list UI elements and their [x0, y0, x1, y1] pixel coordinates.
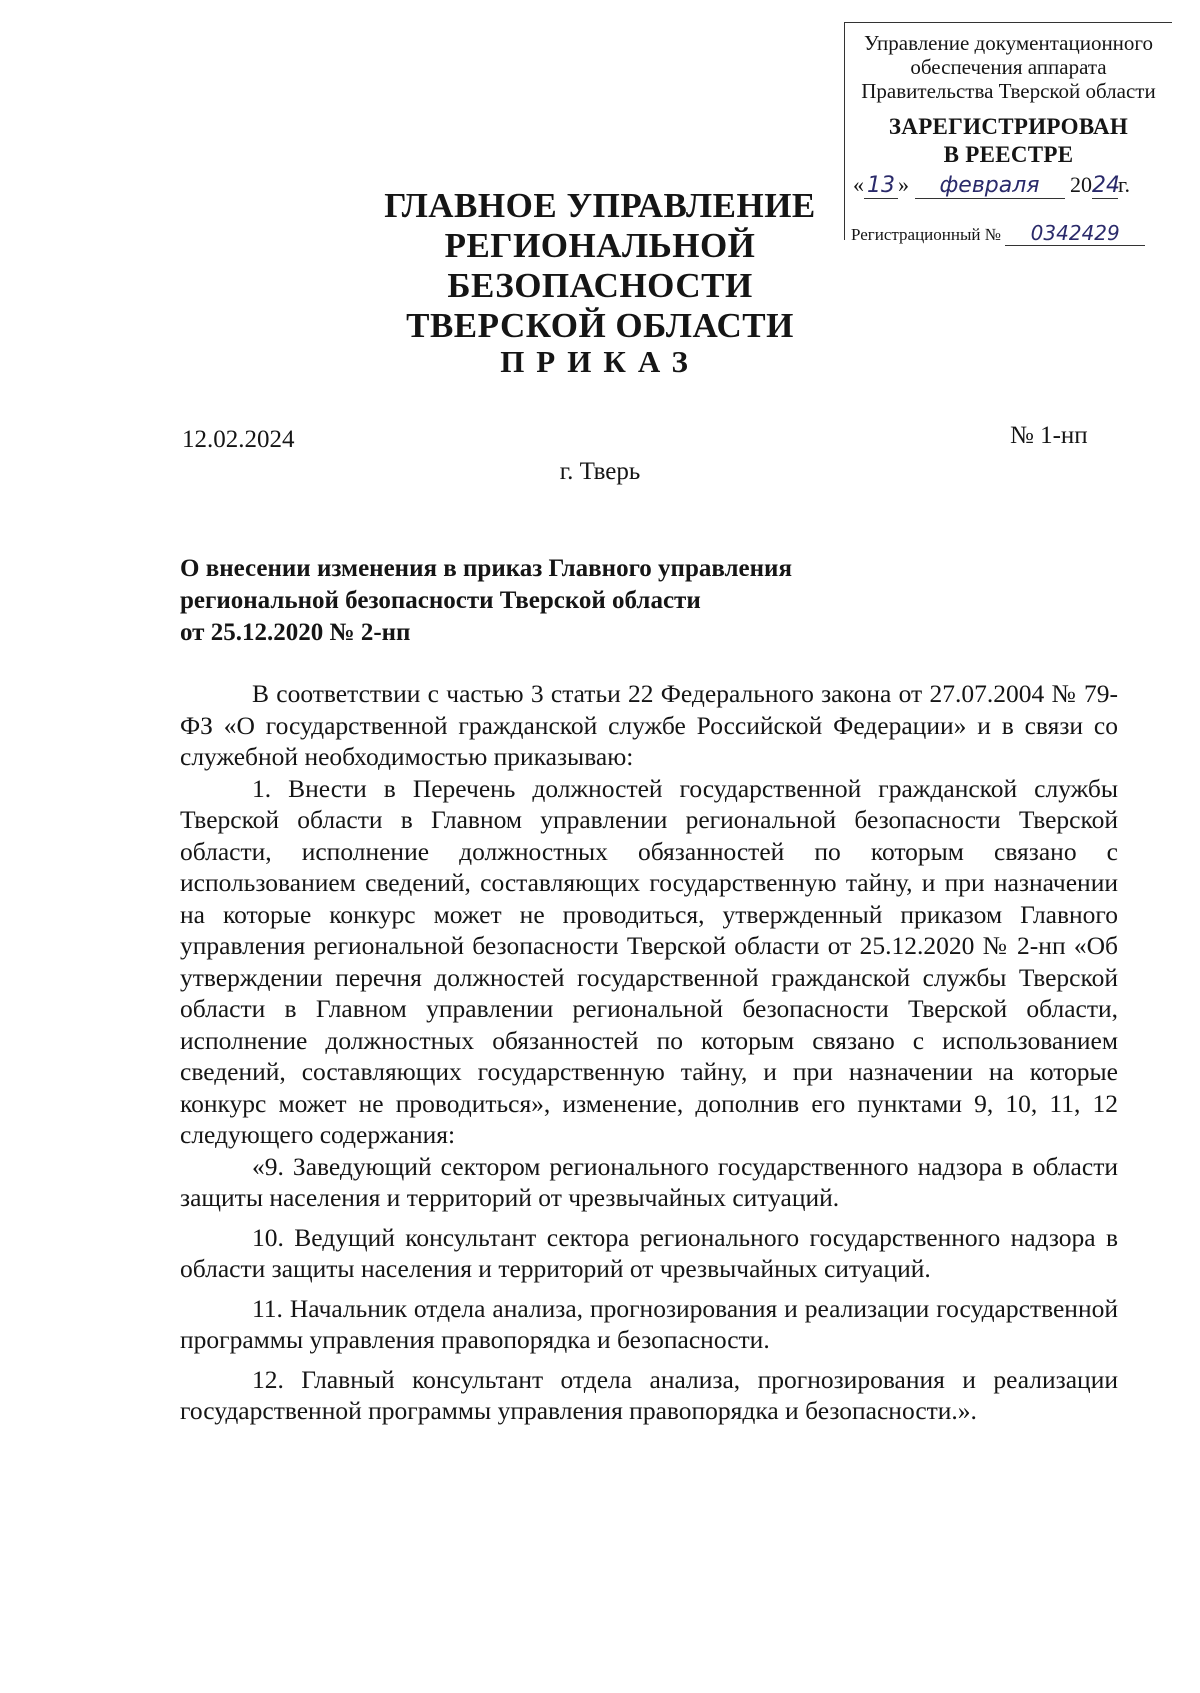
stamp-number: 0342429: [1005, 221, 1145, 246]
document-date: 12.02.2024: [182, 426, 295, 453]
agency-name: [300, 186, 900, 346]
body-item-1: 1. Внести в Перечень должностей государственной гражданской службы Тверской области в Главном управлении региональной безопасности Тверской области, исполнение должностных обязанностей по которым связано с использованием сведений, составляющих государственную тайну, и при назначении на которые конкурс может не проводиться, утвержденный приказом Главного управления региональной безопасности Тверской области от 25.12.2020 № 2-нп «Об утверждении перечня должностей государственной гражданской службы Тверской области в Главном управлении региональной безопасности Тверской области, исполнение должностных обязанностей по которым связано с использованием сведений, составляющих государственную тайну, и при назначении на которые конкурс может не проводиться», изменение, дополнив его пунктами 9, 10, 11, 12 следующего содержания:: [180, 773, 1118, 1149]
stamp-quote-close: »: [898, 172, 909, 197]
body-intro: В соответствии с частью 3 статьи 22 Федерального закона от 27.07.2004 № 79-ФЗ «О государственной гражданской службе Российской Федерации» и в связи со служебной необходимостью приказываю:: [180, 679, 1118, 771]
stamp-day: 13: [864, 174, 898, 199]
stamp-quote-open: «: [853, 172, 864, 197]
document-type: ПРИКАЗ: [500, 344, 700, 379]
stamp-year-suffix: 24: [1092, 173, 1120, 198]
stamp-year-unit: г.: [1118, 172, 1131, 197]
stamp-org-line: обеспечения аппарата: [910, 55, 1107, 79]
stamp-org-line: Правительства Тверской области: [861, 79, 1156, 103]
document-city: г. Тверь: [559, 458, 641, 485]
stamp-month: февраля: [915, 174, 1065, 199]
agency-line: ТВЕРСКОЙ ОБЛАСТИ: [406, 306, 794, 345]
document-body: [180, 678, 1118, 1435]
stamp-date-line: [853, 173, 1171, 203]
body-item-10: 10. Ведущий консультант сектора регионального государственного надзора в области защиты населения и территорий от чрезвычайных ситуаций.: [180, 1222, 1118, 1283]
stamp-registered-line: В РЕЕСТРЕ: [943, 142, 1074, 167]
document-subject: [180, 553, 940, 649]
body-item-11: 11. Начальник отдела анализа, прогнозирования и реализации государственной программы управления правопорядка и безопасности.: [180, 1293, 1118, 1354]
agency-line: ГЛАВНОЕ УПРАВЛЕНИЕ: [384, 186, 816, 225]
stamp-year-prefix: 20: [1070, 172, 1092, 197]
subject-line: от 25.12.2020 № 2-нп: [180, 619, 411, 646]
agency-line: РЕГИОНАЛЬНОЙ БЕЗОПАСНОСТИ: [444, 226, 756, 305]
stamp-registered-line: ЗАРЕГИСТРИРОВАН: [888, 114, 1129, 139]
stamp-number-label: Регистрационный №: [851, 225, 1001, 244]
stamp-org-line: Управление документационного: [863, 31, 1154, 55]
stamp-organization: [845, 31, 1172, 103]
subject-line: О внесении изменения в приказ Главного управления: [180, 555, 792, 582]
document-number: № 1-нп: [1010, 422, 1088, 449]
body-item-9: «9. Заведующий сектором регионального государственного надзора в области защиты населения и территорий от чрезвычайных ситуаций.: [180, 1151, 1118, 1212]
body-item-12: 12. Главный консультант отдела анализа, прогнозирования и реализации государственной программы управления правопорядка и безопасности.».: [180, 1364, 1118, 1425]
stamp-registered-title: [845, 113, 1172, 169]
subject-line: региональной безопасности Тверской области: [180, 587, 701, 614]
